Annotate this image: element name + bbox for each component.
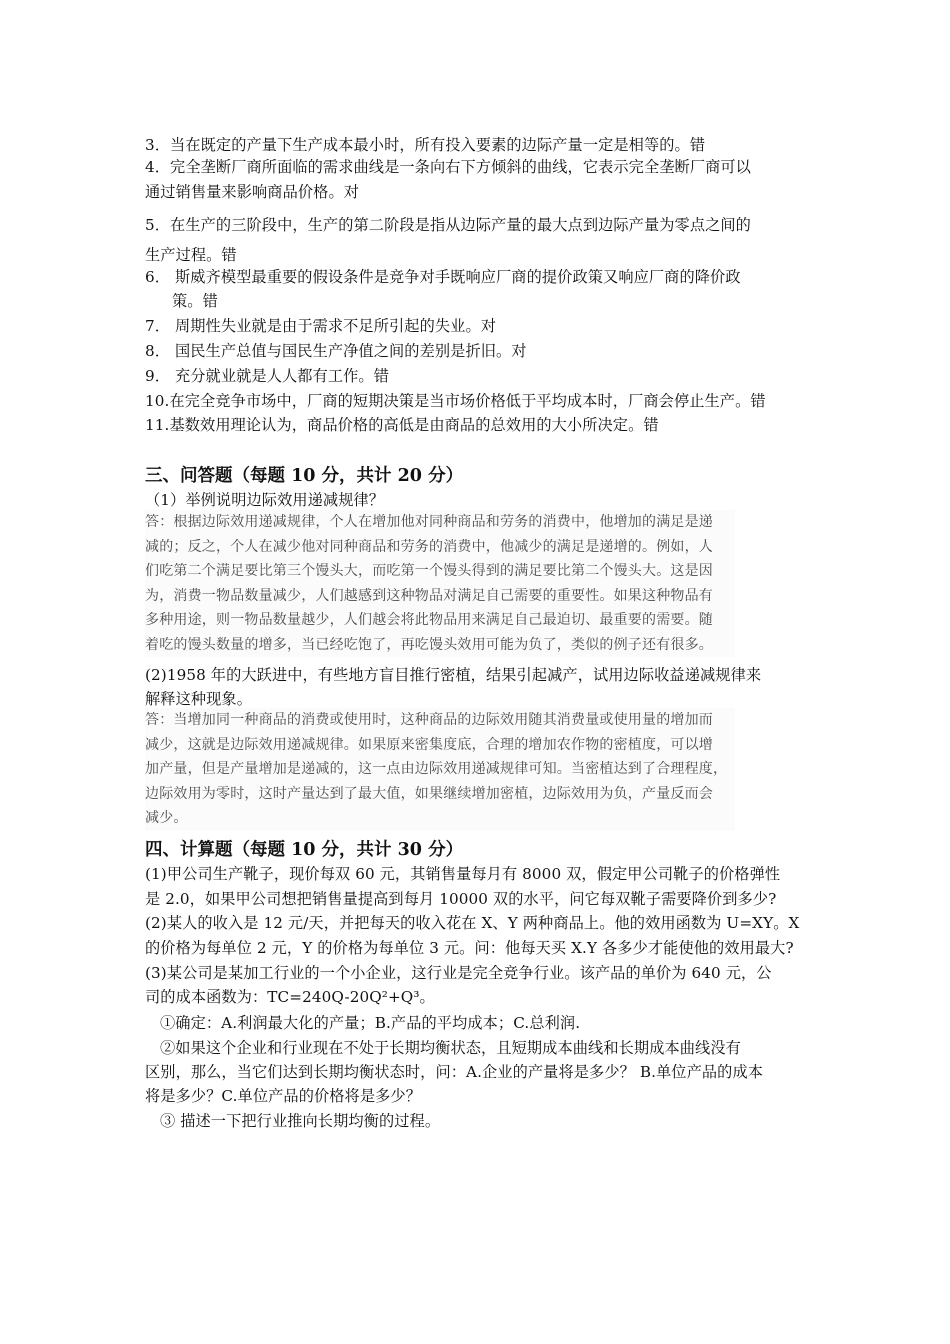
- judgement-item-9: 9． 充分就业就是人人都有工作。错: [145, 367, 390, 385]
- judgement-item-4: 4．完全垄断厂商所面临的需求曲线是一条向右下方倾斜的曲线，它表示完全垄断厂商可以: [145, 158, 751, 176]
- calc-question-2-cont: 的价格为每单位 2 元，Y 的价格为每单位 3 元。问：他每天买 X.Y 各多少才能使他的效用最大?: [145, 939, 794, 957]
- answer-1-line: 为，消费一物品数量减少，人们越感到这种物品对满足自己需要的重要性。如果这种物品有: [145, 587, 713, 604]
- section-3-answer-1: [145, 510, 735, 657]
- judgement-item-7: 7． 周期性失业就是由于需求不足所引起的失业。对: [145, 317, 497, 335]
- answer-2-line: 答：当增加同一种商品的消费或使用时，这种商品的边际效用随其消费量或使用量的增加而: [145, 712, 713, 728]
- judgement-item-4-cont: 通过销售量来影响商品价格。对: [145, 183, 360, 201]
- judgement-item-11: 11.基数效用理论认为，商品价格的高低是由商品的总效用的大小所决定。错: [145, 416, 659, 434]
- judgement-item-8: 8． 国民生产总值与国民生产净值之间的差别是折旧。对: [145, 342, 527, 360]
- calc-question-1-cont: 是 2.0，如果甲公司想把销售量提高到每月 10000 双的水平，问它每双靴子需要降价到多少?: [145, 890, 777, 908]
- answer-2-line: 边际效用为零时，这时产量达到了最大值，如果继续增加密植，边际效用为负，产量反而会: [145, 785, 713, 802]
- section-3-heading: 三、问答题（每题 10 分，共计 20 分）: [145, 466, 464, 486]
- answer-2-line: 减少。: [145, 810, 188, 826]
- calc-question-3-part-2-cont: 区别，那么，当它们达到长期均衡状态时，问：A.企业的产量将是多少？ B.单位产品的成本: [145, 1063, 764, 1081]
- judgement-item-6: 6． 斯威齐模型最重要的假设条件是竞争对手既响应厂商的提价政策又响应厂商的降价政: [145, 268, 741, 286]
- judgement-item-3: 3．当在既定的产量下生产成本最小时，所有投入要素的边际产量一定是相等的。错: [145, 136, 706, 154]
- judgement-item-6-cont: 策。错: [172, 292, 218, 310]
- answer-1-line: 着吃的馒头数量的增多，当已经吃饱了，再吃馒头效用可能为负了，类似的例子还有很多。: [145, 636, 713, 653]
- answer-1-line: 减的；反之，个人在减少他对同种商品和劳务的消费中，他减少的满足是递增的。例如，人: [145, 538, 713, 555]
- answer-2-line: 加产量，但是产量增加是递减的，这一点由边际效用递减规律可知。当密植达到了合理程度，: [145, 761, 728, 777]
- section-4-heading: 四、计算题（每题 10 分，共计 30 分）: [145, 840, 464, 860]
- judgement-item-5: 5．在生产的三阶段中，生产的第二阶段是指从边际产量的最大点到边际产量为零点之间的: [145, 216, 751, 234]
- answer-1-line: 们吃第二个满足要比第三个馒头大，而吃第一个馒头得到的满足要比第二个馒头大。这是因: [145, 563, 713, 579]
- answer-1-line: 答：根据边际效用递减规律，个人在增加他对同种商品和劳务的消费中，他增加的满足是递: [145, 514, 713, 530]
- answer-1-line: 多种用途，则一物品数量越少，人们越会将此物品用来满足自己最迫切、最重要的需要。随: [145, 612, 713, 628]
- judgement-item-5-cont: 生产过程。错: [145, 246, 237, 264]
- section-3-question-2: (2)1958 年的大跃进中，有些地方盲目推行密植，结果引起减产，试用边际收益递减规律来: [145, 666, 762, 684]
- calc-question-3-part-1: ①确定：A.利润最大化的产量；B.产品的平均成本；C.总利润.: [160, 1014, 581, 1032]
- calc-question-3-part-2-cont2: 将是多少？C.单位产品的价格将是多少？: [145, 1087, 421, 1105]
- calc-question-2: (2)某人的收入是 12 元/天，并把每天的收入花在 X、Y 两种商品上。他的效用函数为 U=XY。X: [145, 914, 800, 932]
- answer-2-line: 减少，这就是边际效用递减规律。如果原来密集度底，合理的增加农作物的密植度，可以增: [145, 736, 713, 753]
- section-3-answer-2: [145, 708, 735, 831]
- section-3-question-1: （1）举例说明边际效用递减规律？: [145, 491, 385, 509]
- calc-question-3: (3)某公司是某加工行业的一个小企业，这行业是完全竞争行业。该产品的单价为 640 元，公: [145, 964, 772, 982]
- calc-question-3-cost-function: 司的成本函数为：TC=240Q-20Q²+Q³。: [145, 988, 435, 1006]
- calc-question-3-part-3: ③ 描述一下把行业推向长期均衡的过程。: [160, 1112, 441, 1130]
- calc-question-3-part-2: ②如果这个企业和行业现在不处于长期均衡状态，且短期成本曲线和长期成本曲线没有: [160, 1039, 741, 1057]
- judgement-item-10: 10.在完全竞争市场中，厂商的短期决策是当市场价格低于平均成本时，厂商会停止生产。错: [145, 392, 766, 410]
- section-3-question-2-cont: 解释这种现象。: [145, 690, 253, 708]
- calc-question-1: (1)甲公司生产靴子，现价每双 60 元，其销售量每月有 8000 双，假定甲公司靴子的价格弹性: [145, 865, 781, 883]
